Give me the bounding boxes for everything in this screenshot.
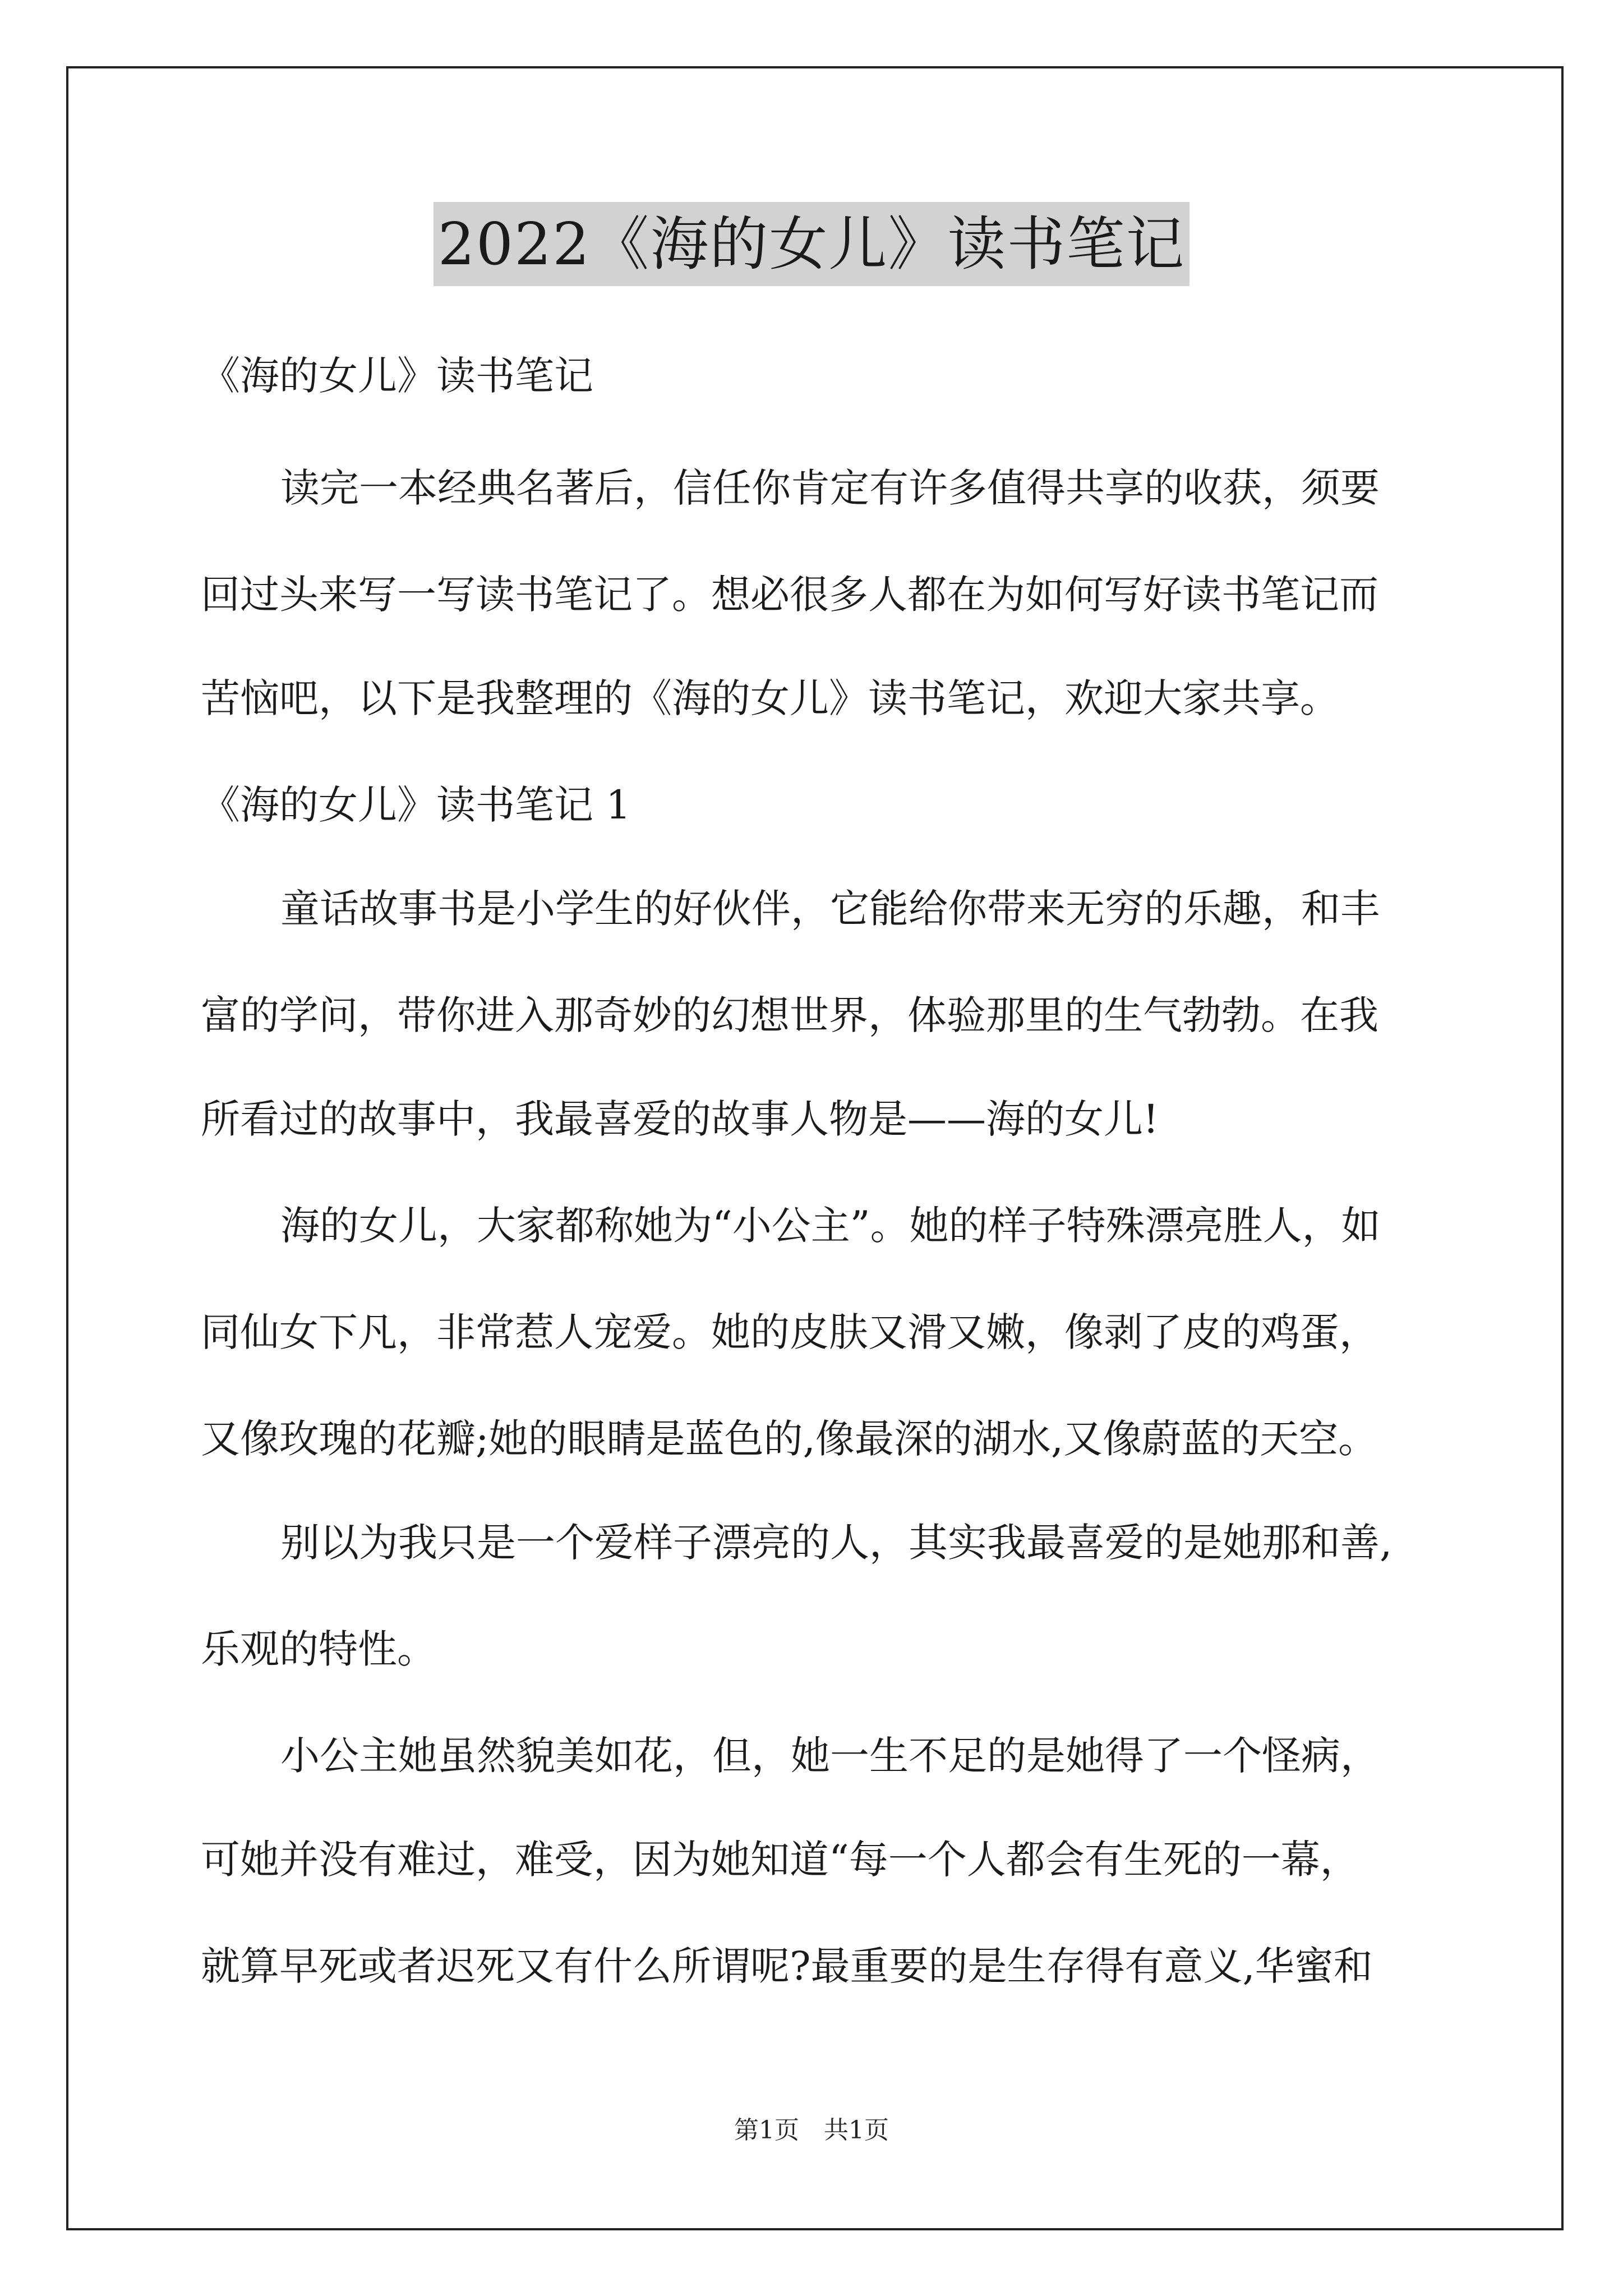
paragraph-line: 苦恼吧，以下是我整理的《海的女儿》读书笔记，欢迎大家共享。: [201, 675, 1339, 721]
paragraph-line: 又像玫瑰的花瓣;她的眼睛是蓝色的,像最深的湖水,又像蔚蓝的天空。: [201, 1416, 1378, 1462]
title-container: [0, 202, 1623, 286]
document-title: 2022《海的女儿》读书笔记: [434, 202, 1190, 286]
paragraph-line: 小公主她虽然貌美如花，但，她一生不足的是她得了一个怪病，: [280, 1733, 1380, 1779]
page-total: 共1页: [824, 2116, 889, 2145]
paragraph-line: 回过头来写一写读书笔记了。想必很多人都在为如何写好读书笔记而: [201, 572, 1378, 618]
paragraph-line: 乐观的特性。: [201, 1626, 436, 1672]
paragraph-line: 就算早死或者迟死又有什么所谓呢?最重要的是生存得有意义,华蜜和: [201, 1943, 1373, 1989]
paragraph-line: 所看过的故事中，我最喜爱的故事人物是——海的女儿!: [201, 1096, 1159, 1142]
paragraph-line: 海的女儿，大家都称她为“小公主”。她的样子特殊漂亮胜人，如: [280, 1203, 1381, 1249]
page-number: 第1页: [734, 2116, 799, 2145]
paragraph-line: 富的学问，带你进入那奇妙的幻想世界，体验那里的生气勃勃。在我: [201, 992, 1378, 1038]
page-footer: [0, 2114, 1623, 2147]
paragraph-line: 读完一本经典名著后，信任你肯定有许多值得共享的收获，须要: [280, 465, 1380, 511]
paragraph-line: 可她并没有难过，难受，因为她知道“每一个人都会有生死的一幕，: [201, 1837, 1359, 1883]
section-heading: 《海的女儿》读书笔记 1: [201, 782, 631, 828]
paragraph-line: 别以为我只是一个爱样子漂亮的人，其实我最喜爱的是她那和善,: [280, 1520, 1393, 1566]
paragraph-line: 童话故事书是小学生的好伙伴，它能给你带来无穷的乐趣，和丰: [280, 886, 1380, 932]
paragraph-line: 同仙女下凡，非常惹人宠爱。她的皮肤又滑又嫩，像剥了皮的鸡蛋，: [201, 1309, 1378, 1355]
section-heading: 《海的女儿》读书笔记: [201, 353, 593, 399]
